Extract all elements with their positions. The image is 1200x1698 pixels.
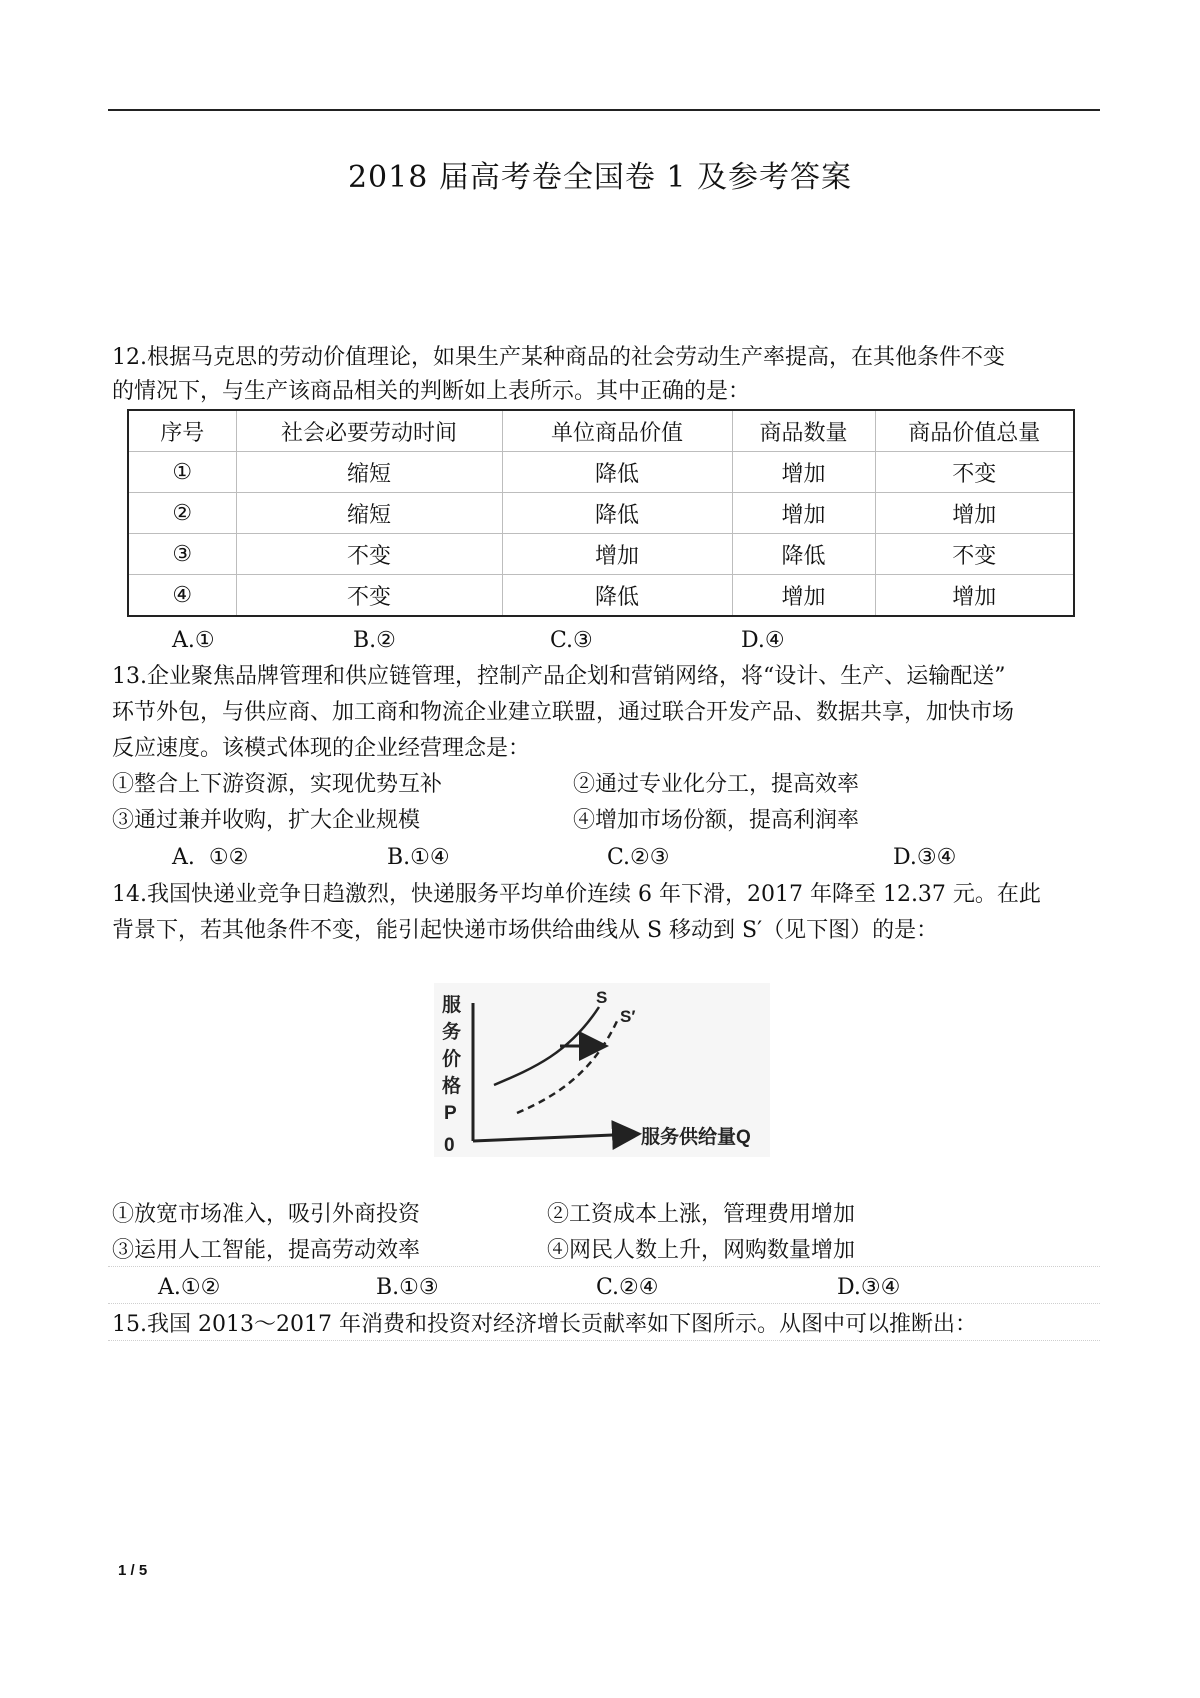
table-cell: 不变 — [236, 575, 502, 617]
q14-option-b[interactable]: B.①③ — [376, 1275, 439, 1300]
q12-option-b[interactable]: B.② — [353, 628, 396, 653]
q13-text-line1: 13.企业聚焦品牌管理和供应链管理，控制产品企划和营销网络，将“设计、生产、运输配送” — [112, 664, 1006, 689]
q13-items-row2 — [0, 806, 1200, 836]
table-cell: ④ — [128, 575, 236, 617]
q13-text-line2: 环节外包，与供应商、加工商和物流企业建立联盟，通过联合开发产品、数据共享，加快市场 — [112, 700, 1015, 725]
table-cell: 降低 — [502, 452, 732, 493]
table-header-cell: 商品价值总量 — [875, 410, 1074, 452]
q14-items-row2 — [108, 1236, 1100, 1267]
q12-options — [0, 626, 1200, 656]
q13-options — [0, 843, 1200, 873]
table-cell: 降低 — [502, 575, 732, 617]
q14-option-d[interactable]: D.③④ — [837, 1275, 901, 1300]
table-cell: ① — [128, 452, 236, 493]
q14-options — [108, 1273, 1100, 1304]
table-header-cell: 商品数量 — [732, 410, 875, 452]
q13-option-b[interactable]: B.①④ — [387, 845, 450, 870]
y-label-char: 服 — [442, 995, 462, 1016]
curve-label-s-prime: S′ — [620, 1007, 636, 1026]
q13-item-2: ②通过专业化分工，提高效率 — [573, 772, 860, 797]
q13-option-c[interactable]: C.②③ — [607, 845, 670, 870]
table-cell: 不变 — [875, 534, 1074, 575]
q12-text-line1: 12.根据马克思的劳动价值理论，如果生产某种商品的社会劳动生产率提高，在其他条件不变 — [112, 345, 1005, 370]
q14-item-3: ③运用人工智能，提高劳动效率 — [112, 1238, 421, 1263]
header-rule — [108, 109, 1100, 111]
table-cell: 降低 — [502, 493, 732, 534]
table-cell: 增加 — [502, 534, 732, 575]
y-label-char: 务 — [442, 1022, 462, 1043]
y-label-char: 价 — [442, 1049, 462, 1070]
table-row — [128, 452, 1074, 493]
table-row — [128, 493, 1074, 534]
q12-option-d[interactable]: D.④ — [741, 628, 785, 653]
q13-text-line3: 反应速度。该模式体现的企业经营理念是： — [112, 736, 531, 761]
q12-text-line2: 的情况下，与生产该商品相关的判断如上表所示。其中正确的是： — [112, 379, 751, 404]
table-cell: 不变 — [236, 534, 502, 575]
document-title: 2018 届高考卷全国卷 1 及参考答案 — [347, 160, 853, 195]
table-cell: ③ — [128, 534, 236, 575]
table-cell: 增加 — [732, 493, 875, 534]
table-cell: 降低 — [732, 534, 875, 575]
q14-text-line2: 背景下，若其他条件不变，能引起快递市场供给曲线从 S 移动到 S′（见下图）的是： — [112, 918, 939, 943]
table-header-cell: 单位商品价值 — [502, 410, 732, 452]
table-header-cell: 序号 — [128, 410, 236, 452]
q12-option-c[interactable]: C.③ — [550, 628, 593, 653]
q13-item-4: ④增加市场份额，提高利润率 — [573, 808, 860, 833]
table-cell: 增加 — [875, 575, 1074, 617]
q14-item-4: ④网民人数上升，网购数量增加 — [547, 1238, 856, 1263]
y-label-char: 格 — [442, 1076, 462, 1097]
q14-option-c[interactable]: C.②④ — [596, 1275, 659, 1300]
table-row — [128, 575, 1074, 617]
table-cell: ② — [128, 493, 236, 534]
y-label-char: P — [444, 1103, 457, 1124]
table-row — [128, 534, 1074, 575]
q13-option-d[interactable]: D.③④ — [893, 845, 957, 870]
origin-label: 0 — [444, 1135, 455, 1156]
q13-item-1: ①整合上下游资源，实现优势互补 — [112, 772, 443, 797]
curve-label-s: S — [596, 988, 608, 1007]
table-cell: 缩短 — [236, 452, 502, 493]
table-cell: 增加 — [732, 452, 875, 493]
q14-option-a[interactable]: A.①② — [158, 1275, 221, 1300]
table-header-row — [128, 410, 1074, 452]
q14-text-line1: 14.我国快递业竞争日趋激烈，快递服务平均单价连续 6 年下滑，2017 年降至 12.37 元。在此 — [112, 882, 1041, 907]
q12-option-a[interactable]: A.① — [172, 628, 215, 653]
q13-option-a[interactable]: A. ①② — [172, 845, 249, 870]
q13-items-row1 — [0, 770, 1200, 800]
table-cell: 增加 — [732, 575, 875, 617]
q15-text-line1: 15.我国 2013～2017 年消费和投资对经济增长贡献率如下图所示。从图中可以推断出： — [108, 1310, 1100, 1341]
supply-curve-figure — [434, 983, 770, 1157]
q14-item-2: ②工资成本上涨，管理费用增加 — [547, 1202, 856, 1227]
q12-table — [127, 409, 1075, 617]
page-number: 1 / 5 — [118, 1562, 148, 1579]
x-axis-label: 服务供给量Q — [641, 1127, 751, 1148]
q13-item-3: ③通过兼并收购，扩大企业规模 — [112, 808, 421, 833]
q14-item-1: ①放宽市场准入，吸引外商投资 — [112, 1202, 421, 1227]
table-cell: 不变 — [875, 452, 1074, 493]
table-cell: 增加 — [875, 493, 1074, 534]
table-cell: 缩短 — [236, 493, 502, 534]
q14-items-row1 — [0, 1200, 1200, 1230]
table-header-cell: 社会必要劳动时间 — [236, 410, 502, 452]
